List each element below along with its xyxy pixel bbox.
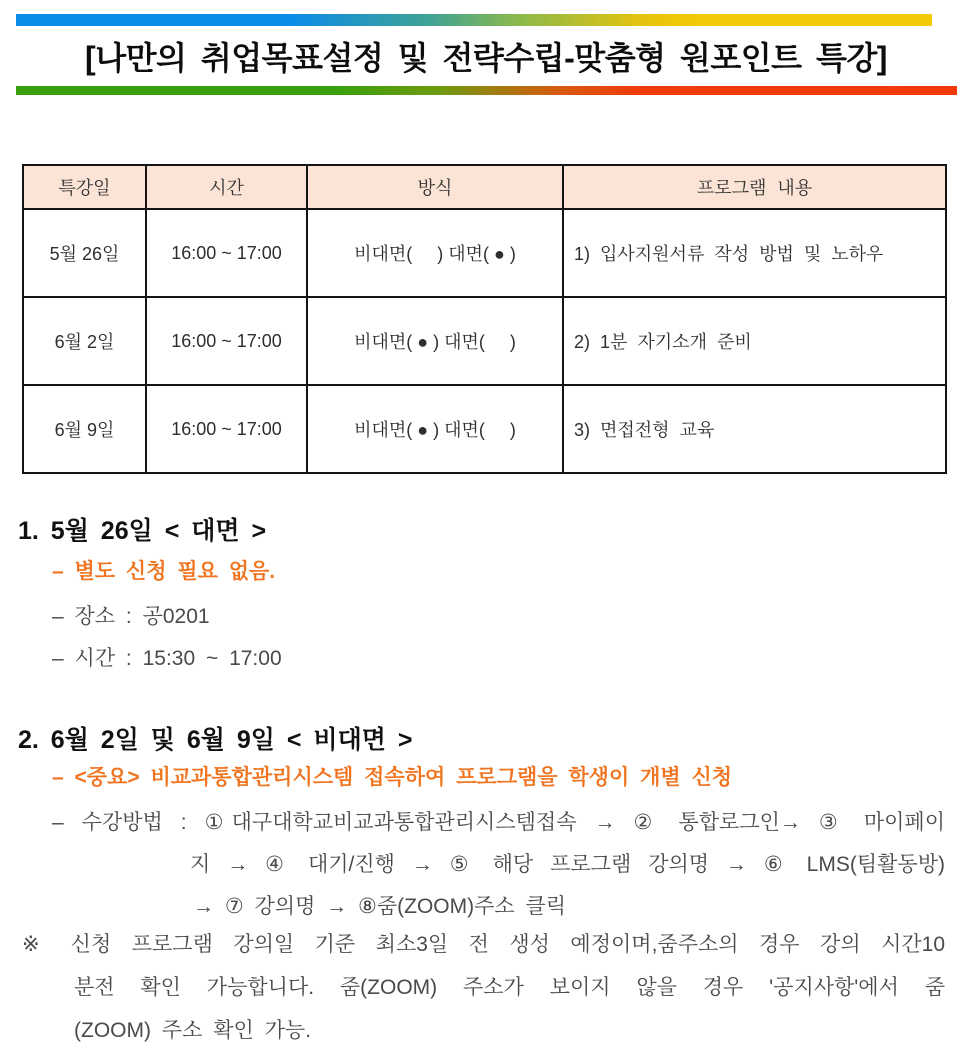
section1-place-line: – 장소 : 공0201 <box>52 605 210 628</box>
cell-content: 3) 면접전형 교육 <box>563 385 946 473</box>
section2-zoom-note-line-3: (ZOOM) 주소 확인 가능. <box>74 1019 312 1042</box>
cell-time: 16:00 ~ 17:00 <box>146 209 307 297</box>
cell-content: 1) 입사지원서류 작성 방법 및 노하우 <box>563 209 946 297</box>
table-row <box>23 385 946 473</box>
table-row <box>23 209 946 297</box>
section1-no-registration-note: – 별도 신청 필요 없음. <box>52 560 276 583</box>
page-title: [나만의 취업목표설정 및 전략수립-맞춤형 원포인트 특강] <box>85 40 887 76</box>
section2-method-line-3: → ⑦ 강의명 → ⑧줌(ZOOM)주소 클릭 <box>193 895 567 918</box>
cell-date: 6월 9일 <box>23 385 146 473</box>
cell-method: 비대면( ● ) 대면( ) <box>307 385 563 473</box>
section2-zoom-note-line-2: 분전 확인 가능합니다. 줌(ZOOM) 주소가 보이지 않을 경우 '공지사항'에서 줌 <box>74 976 945 999</box>
cell-date: 6월 2일 <box>23 297 146 385</box>
cell-method: 비대면( ● ) 대면( ) <box>307 297 563 385</box>
title-underline-gradient-bar <box>16 86 957 95</box>
top-gradient-bar <box>16 14 932 26</box>
section2-method-line-2: 지 → ④ 대기/진행 → ⑤ 해당 프로그램 강의명 → ⑥ LMS(팀활동방) <box>190 853 945 876</box>
schedule-table <box>22 164 947 474</box>
section2-important-note: – <중요> 비교과통합관리시스템 접속하여 프로그램을 학생이 개별 신청 <box>52 766 733 789</box>
section2-method-line-1: – 수강방법 : ①대구대학교비교과통합관리시스템접속 → ② 통합로그인→ ③ 마이페이 <box>52 811 945 834</box>
cell-time: 16:00 ~ 17:00 <box>146 297 307 385</box>
cell-method: 비대면( ) 대면( ● ) <box>307 209 563 297</box>
col-header-program-content: 프로그램 내용 <box>563 165 946 209</box>
col-header-method: 방식 <box>307 165 563 209</box>
table-header-row <box>23 165 946 209</box>
table-row <box>23 297 946 385</box>
cell-content: 2) 1분 자기소개 준비 <box>563 297 946 385</box>
col-header-lecture-date: 특강일 <box>23 165 146 209</box>
cell-time: 16:00 ~ 17:00 <box>146 385 307 473</box>
section2-heading: 2. 6월 2일 및 6월 9일 < 비대면 > <box>18 726 413 754</box>
col-header-time: 시간 <box>146 165 307 209</box>
cell-date: 5월 26일 <box>23 209 146 297</box>
section2-zoom-note-line-1: ※ 신청 프로그램 강의일 기준 최소3일 전 생성 예정이며,줌주소의 경우 강의 시간10 <box>22 933 945 956</box>
section1-heading: 1. 5월 26일 < 대면 > <box>18 517 267 545</box>
section1-time-line: – 시간 : 15:30 ~ 17:00 <box>52 647 282 670</box>
